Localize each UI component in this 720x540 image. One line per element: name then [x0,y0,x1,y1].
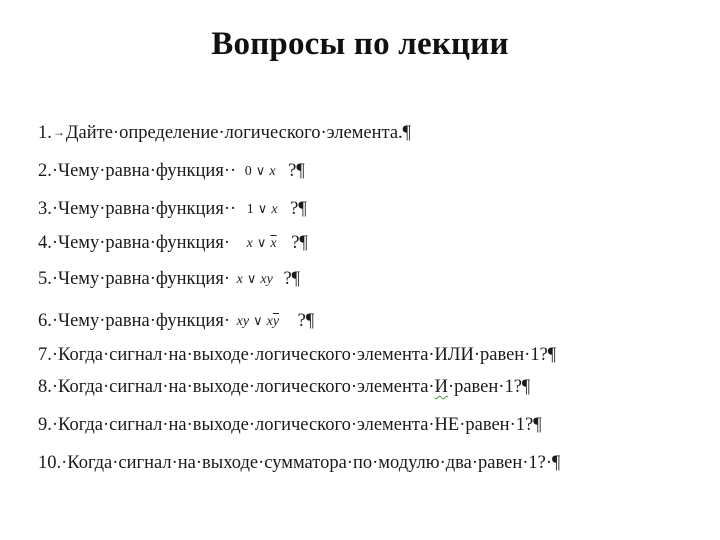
question-text: Дайте·определение·логического·элемента.¶ [65,123,412,143]
question-text: Чему·равна·функция· [58,311,231,331]
formula: 1 ∨ x [246,201,278,217]
question-number: 5. [38,269,52,289]
question-number: 1. [38,123,52,143]
slide-title: Вопросы по лекции [211,26,509,62]
question-number: 3. [38,199,52,219]
question-2: 2.·Чему·равна·функция·· 0 ∨ x ?¶ [38,158,305,184]
question-number: 2. [38,161,52,181]
question-9: 9.·Когда·сигнал·на·выходе·логического·элемента·НЕ·равен·1?¶ [38,412,542,438]
tab-arrow-icon: → [52,125,65,139]
formula: 0 ∨ x [244,163,276,179]
question-8: 8.·Когда·сигнал·на·выходе·логического·элемента·И·равен·1?¶ [38,374,530,400]
question-3: 3.·Чему·равна·функция·· 1 ∨ x ?¶ [38,196,307,222]
question-10: 10.·Когда·сигнал·на·выходе·сумматора·по·модулю·два·равен·1?·¶ [38,450,560,476]
question-text: Когда·сигнал·на·выходе·сумматора·по·модулю·два·равен·1? [67,453,546,473]
formula: x ∨ xy [236,271,273,287]
question-number: 8. [38,377,52,397]
question-number: 6. [38,311,52,331]
question-7: 7.·Когда·сигнал·на·выходе·логического·элемента·ИЛИ·равен·1?¶ [38,342,556,368]
question-text: Чему·равна·функция· [58,233,231,253]
question-number: 4. [38,233,52,253]
question-6: 6.·Чему·равна·функция· xy ∨ $x\overline{y}$ ?¶ [38,308,314,334]
question-5: 5.·Чему·равна·функция· x ∨ xy ?¶ [38,266,300,292]
question-text: Чему·равна·функция·· [58,161,237,181]
question-number: 7. [38,345,52,365]
question-number: 10. [38,453,62,473]
question-text: Чему·равна·функция· [58,269,231,289]
question-text: Когда·сигнал·на·выходе·логического·элемента·НЕ·равен·1?¶ [58,415,542,435]
question-4: 4.·Чему·равна·функция· x ∨ $\overline{x}$ ?¶ [38,230,308,256]
question-text: Когда·сигнал·на·выходе·логического·элемента·ИЛИ·равен·1?¶ [58,345,557,365]
formula: xy ∨ $x\overline{y}$ [236,313,280,329]
spellcheck-word: И [434,377,448,397]
question-text: Чему·равна·функция·· [58,199,237,219]
formula: x ∨ $\overline{x}$ [246,235,277,251]
question-number: 9. [38,415,52,435]
question-1 [38,120,411,146]
question-text: Когда·сигнал·на·выходе·логического·элемента· [58,377,435,397]
